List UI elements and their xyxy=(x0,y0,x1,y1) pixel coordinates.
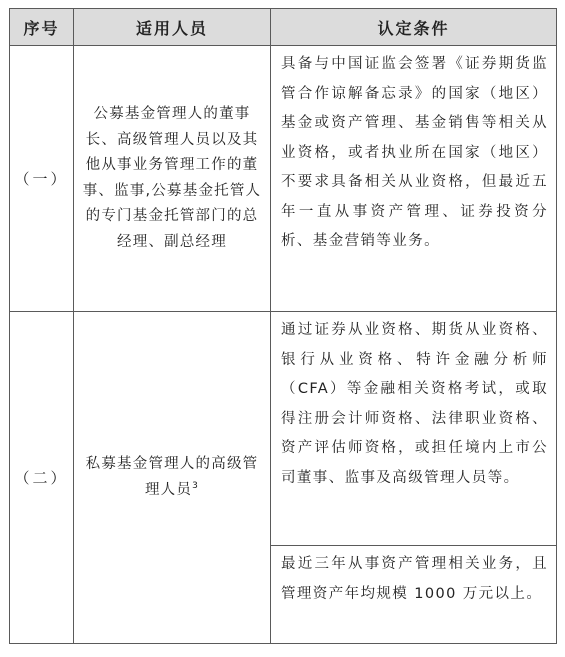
table-row xyxy=(10,312,557,546)
row-index: （一） xyxy=(10,46,74,312)
header-conditions: 认定条件 xyxy=(271,9,557,46)
row-index: （二） xyxy=(10,312,74,644)
applicable-personnel-text: 私募基金管理人的高级管理人员 xyxy=(85,456,259,498)
table-row xyxy=(10,46,557,312)
header-applicable-personnel: 适用人员 xyxy=(74,9,271,46)
header-row xyxy=(10,9,557,46)
condition-cell: 通过证券从业资格、期货从业资格、银行从业资格、特许金融分析师（CFA）等金融相关资格考试，或取得注册会计师资格、法律职业资格、资产评估师资格，或担任境内上市公司董事、监事及高级管理人员等。 xyxy=(271,312,557,546)
header-index: 序号 xyxy=(10,9,74,46)
applicable-personnel-cell xyxy=(74,312,271,644)
footnote-mark: 3 xyxy=(192,480,200,491)
condition-cell: 最近三年从事资产管理相关业务，且管理资产年均规模 1000 万元以上。 xyxy=(271,546,557,644)
applicable-personnel-cell: 公募基金管理人的董事长、高级管理人员以及其他从事业务管理工作的董事、监事,公募基金托管人的专门基金托管部门的总经理、副总经理 xyxy=(74,46,271,312)
condition-cell: 具备与中国证监会签署《证券期货监管合作谅解备忘录》的国家（地区）基金或资产管理、基金销售等相关从业资格，或者执业所在国家（地区）不要求具备相关从业资格，但最近五年一直从事资产管理、证券投资分析、基金营销等业务。 xyxy=(271,46,557,312)
eligibility-table xyxy=(9,8,557,644)
